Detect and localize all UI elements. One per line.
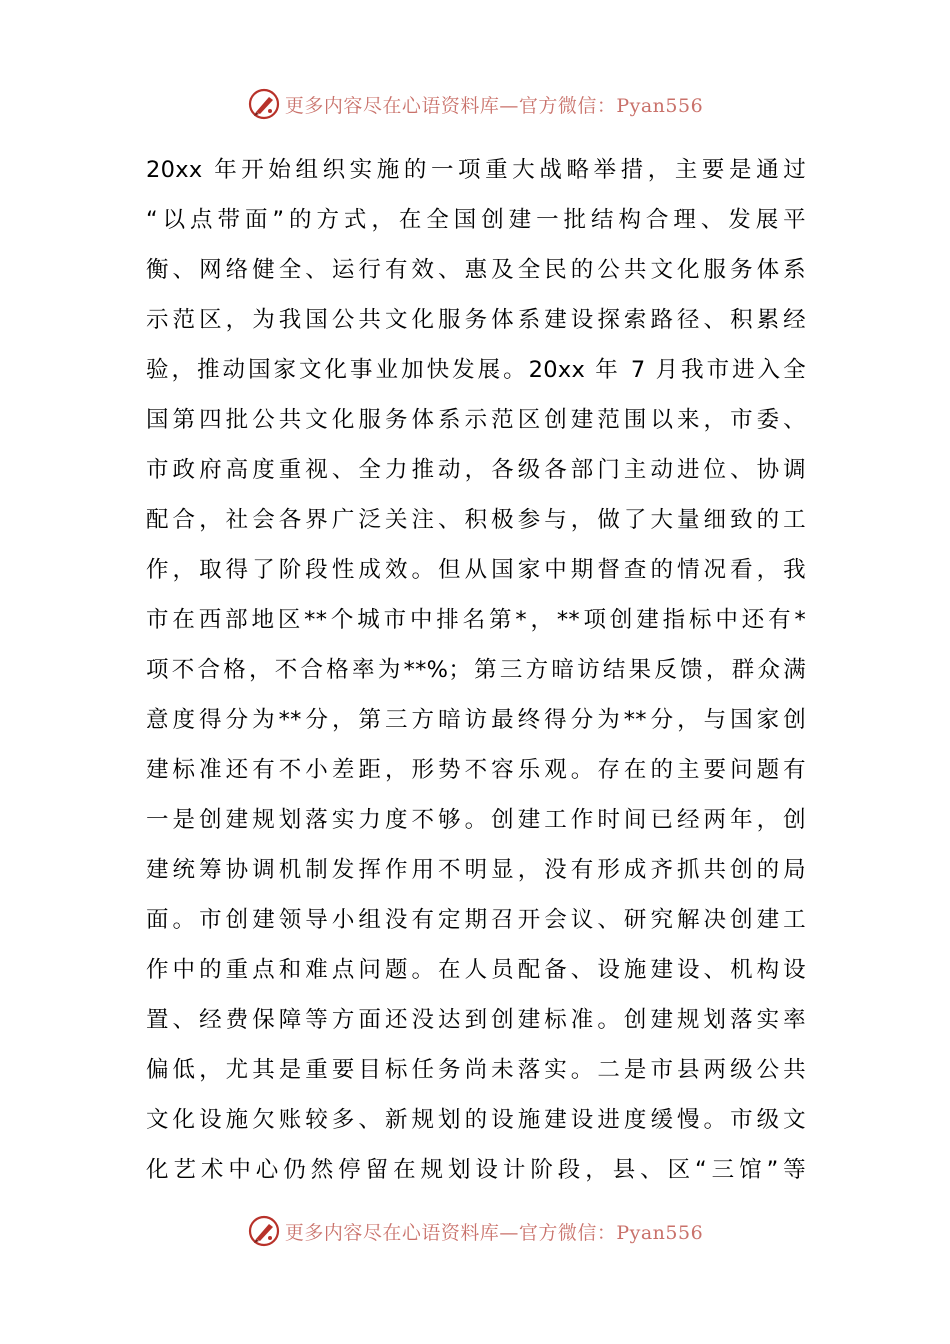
body-line: 作中的重点和难点问题。在人员配备、设施建设、机构设 [146, 957, 806, 983]
body-line: 建统筹协调机制发挥作用不明显，没有形成齐抓共创的局 [146, 857, 806, 883]
watermark-text: 更多内容尽在心语资料库—官方微信：Pyan556 [284, 94, 704, 117]
body-line: 置、经费保障等方面还没达到创建标准。创建规划落实率 [146, 1007, 806, 1033]
body-line: 衡、网络健全、运行有效、惠及全民的公共文化服务体系 [146, 257, 806, 283]
body-line: 示范区，为我国公共文化服务体系建设探索路径、积累经 [146, 307, 806, 333]
body-line: 偏低，尤其是重要目标任务尚未落实。二是市县两级公共 [146, 1057, 806, 1083]
body-line: 20xx 年开始组织实施的一项重大战略举措，主要是通过 [146, 157, 806, 183]
body-line: 化艺术中心仍然停留在规划设计阶段，县、区“三馆”等 [146, 1157, 806, 1183]
watermark-text: 更多内容尽在心语资料库—官方微信：Pyan556 [284, 1221, 704, 1244]
header-watermark [0, 84, 950, 124]
pen-circle-icon [247, 1214, 281, 1248]
body-line: 作，取得了阶段性成效。但从国家中期督查的情况看，我 [146, 557, 806, 583]
footer-watermark [0, 1211, 950, 1251]
body-line: 文化设施欠账较多、新规划的设施建设进度缓慢。市级文 [146, 1107, 806, 1133]
body-line: “以点带面”的方式，在全国创建一批结构合理、发展平 [146, 207, 806, 233]
pen-circle-icon [247, 87, 281, 121]
body-line: 面。市创建领导小组没有定期召开会议、研究解决创建工 [146, 907, 806, 933]
body-line: 一是创建规划落实力度不够。创建工作时间已经两年，创 [146, 807, 806, 833]
body-line: 验，推动国家文化事业加快发展。20xx 年 7 月我市进入全 [146, 357, 806, 383]
body-line: 建标准还有不小差距，形势不容乐观。存在的主要问题有 [146, 757, 806, 783]
body-line: 国第四批公共文化服务体系示范区创建范围以来，市委、 [146, 407, 806, 433]
body-line: 配合，社会各界广泛关注、积极参与，做了大量细致的工 [146, 507, 806, 533]
body-line: 市政府高度重视、全力推动，各级各部门主动进位、协调 [146, 457, 806, 483]
document-body [146, 145, 806, 1195]
body-line: 项不合格，不合格率为**%；第三方暗访结果反馈，群众满 [146, 657, 806, 683]
body-line: 意度得分为**分，第三方暗访最终得分为**分，与国家创 [146, 707, 806, 733]
body-line: 市在西部地区**个城市中排名第*，**项创建指标中还有* [146, 607, 806, 633]
